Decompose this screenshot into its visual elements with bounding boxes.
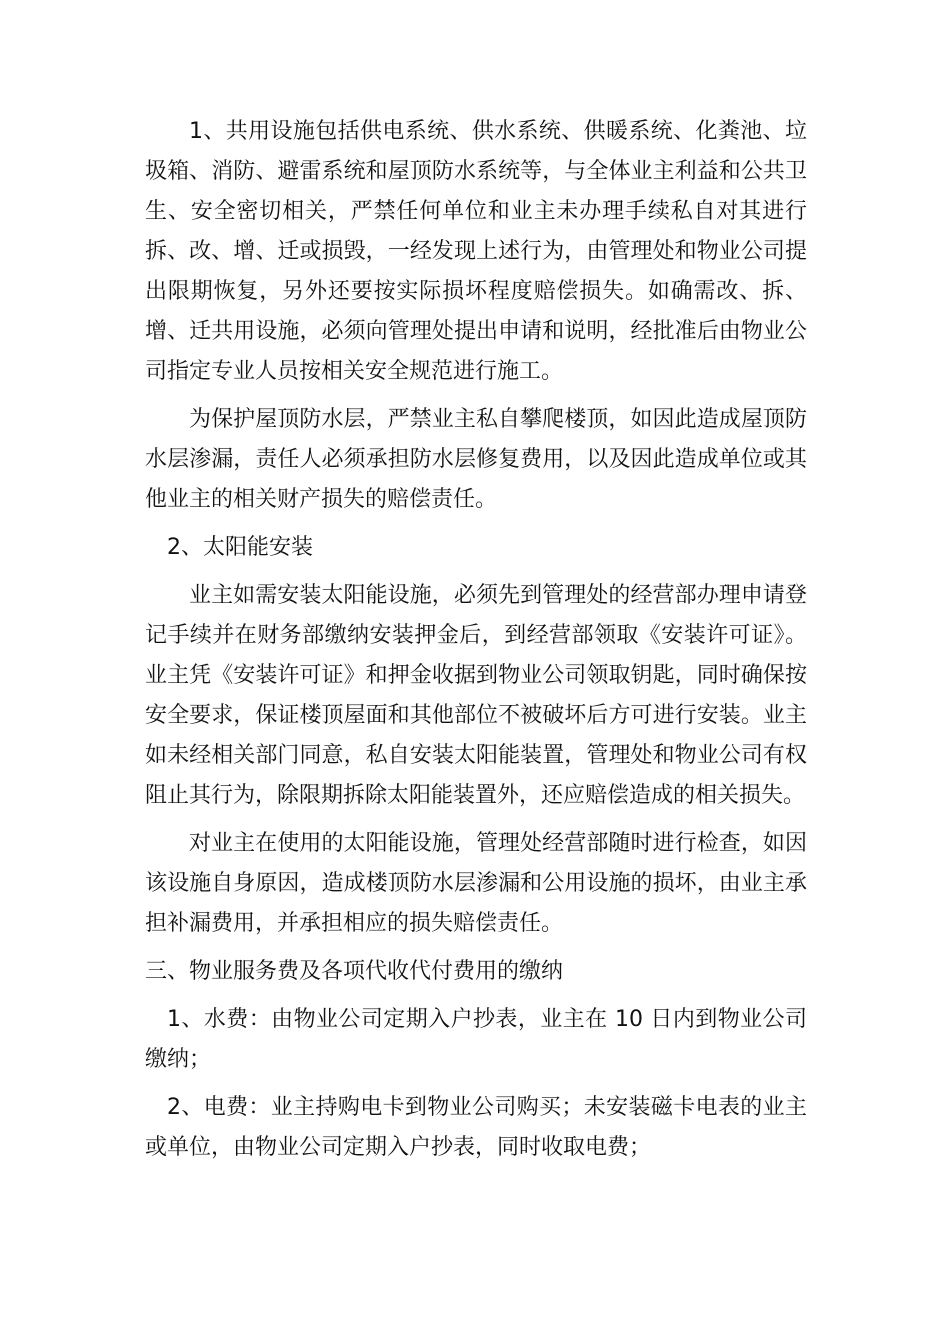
paragraph-shared-facilities: 1、共用设施包括供电系统、供水系统、供暖系统、化粪池、垃圾箱、消防、避雷系统和屋顶防水系统等，与全体业主利益和公共卫生、安全密切相关，严禁任何单位和业主未办理手续私自对其进行拆、改、增、迁或损毁，一经发现上述行为，由管理处和物业公司提出限期恢复，另外还要按实际损坏程度赔偿损失。如确需改、拆、增、迁共用设施，必须向管理处提出申请和说明，经批准后由物业公司指定专业人员按相关安全规范进行施工。	[145, 119, 807, 384]
paragraph-water-fee: 1、水费：由物业公司定期入户抄表，业主在 10 日内到物业公司缴纳；	[145, 1007, 807, 1072]
paragraph-electricity-fee: 2、电费：业主持购电卡到物业公司购买；未安装磁卡电表的业主或单位，由物业公司定期入户抄表，同时收取电费；	[145, 1095, 807, 1160]
section-heading-fees: 三、物业服务费及各项代收代付费用的缴纳	[145, 959, 564, 984]
heading-solar-installation: 2、太阳能安装	[167, 535, 313, 560]
paragraph-solar-inspection: 对业主在使用的太阳能设施，管理处经营部随时进行检查，如因该设施自身原因，造成楼顶防水层渗漏和公用设施的损坏，由业主承担补漏费用，并承担相应的损失赔偿责任。	[145, 831, 807, 936]
paragraph-solar-application: 业主如需安装太阳能设施，必须先到管理处的经营部办理申请登记手续并在财务部缴纳安装押金后，到经营部领取《安装许可证》。业主凭《安装许可证》和押金收据到物业公司领取钥匙，同时确保按安全要求，保证楼顶屋面和其他部位不被破坏后方可进行安装。业主如未经相关部门同意，私自安装太阳能装置，管理处和物业公司有权阻止其行为，除限期拆除太阳能装置外，还应赔偿造成的相关损失。	[145, 583, 807, 808]
document-page	[145, 112, 807, 1176]
paragraph-roof-waterproofing: 为保护屋顶防水层，严禁业主私自攀爬楼顶，如因此造成屋顶防水层渗漏，责任人必须承担防水层修复费用，以及因此造成单位或其他业主的相关财产损失的赔偿责任。	[145, 407, 807, 512]
